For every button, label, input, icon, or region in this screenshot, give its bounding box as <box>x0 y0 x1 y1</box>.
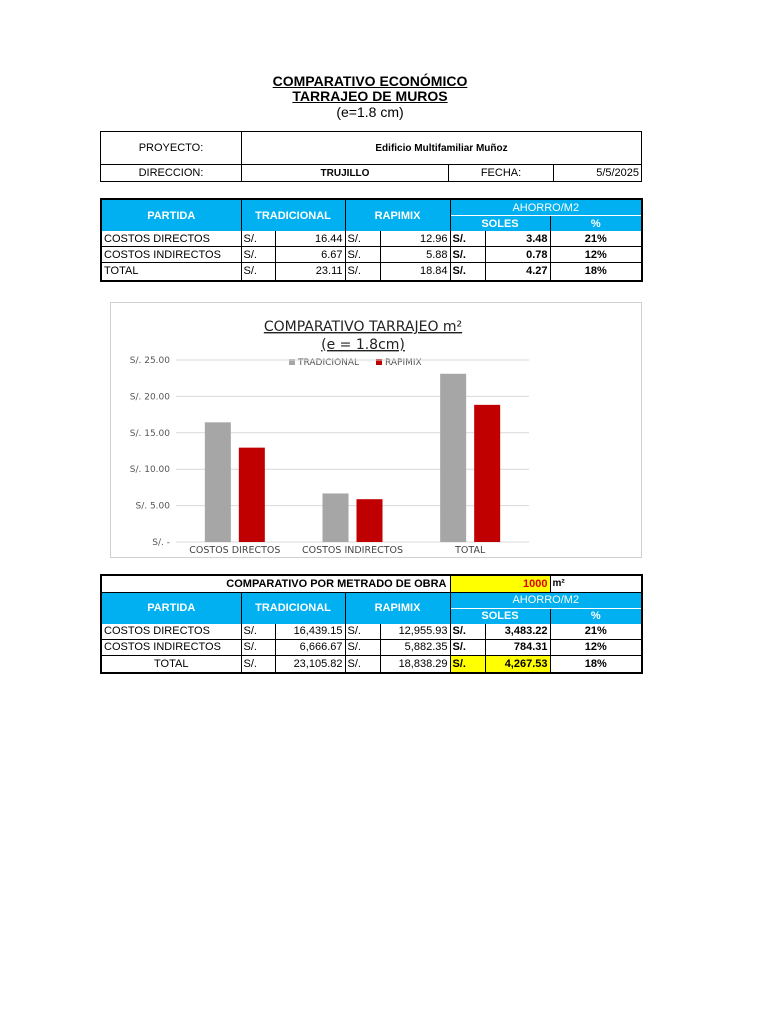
bar-rapimix-0 <box>239 448 265 542</box>
cell-currency: S/. <box>241 624 275 640</box>
x-tick-label: TOTAL <box>455 545 486 556</box>
header-rapimix: RAPIMIX <box>345 592 450 624</box>
header-pct: % <box>550 608 642 624</box>
cell-tradicional: 6.67 <box>275 247 345 263</box>
fecha-label: FECHA: <box>449 165 554 182</box>
cell-partida: COSTOS INDIRECTOS <box>101 247 241 263</box>
cell-partida: COSTOS INDIRECTOS <box>101 639 241 655</box>
cell-currency: S/. <box>450 624 485 640</box>
metrado-title: COMPARATIVO POR METRADO DE OBRA <box>101 575 450 592</box>
cell-currency: S/. <box>450 231 485 247</box>
cell-currency: S/. <box>241 247 275 263</box>
fecha-value: 5/5/2025 <box>554 165 642 182</box>
header-partida: PARTIDA <box>101 199 241 231</box>
proyecto-value: Edificio Multifamiliar Muñoz <box>242 132 642 165</box>
header-partida: PARTIDA <box>101 592 241 624</box>
bar-rapimix-2 <box>474 405 500 542</box>
table-row <box>101 263 642 281</box>
chart-subtitle: (e = 1.8cm) <box>321 337 405 353</box>
y-tick-label: S/. 20.00 <box>129 392 170 403</box>
title-subtitle: (e=1.8 cm) <box>336 104 404 120</box>
legend-label-rapimix: RAPIMIX <box>385 358 422 368</box>
table-row <box>101 655 642 673</box>
cell-currency: S/. <box>241 639 275 655</box>
comparison-metrado-table <box>100 574 643 674</box>
cell-partida: COSTOS DIRECTOS <box>101 624 241 640</box>
cell-pct: 21% <box>550 231 642 247</box>
cell-currency: S/. <box>345 655 380 673</box>
bar-chart <box>110 302 642 558</box>
cell-tradicional: 23,105.82 <box>275 655 345 673</box>
cell-soles: 3.48 <box>485 231 550 247</box>
comparison-per-m2-table <box>100 198 643 282</box>
y-tick-label: S/. - <box>152 538 170 548</box>
cell-currency: S/. <box>450 639 485 655</box>
cell-tradicional: 16,439.15 <box>275 624 345 640</box>
cell-soles: 784.31 <box>485 639 550 655</box>
cell-pct: 18% <box>550 263 642 281</box>
y-tick-label: S/. 10.00 <box>129 465 170 476</box>
bar-tradicional-2 <box>440 374 466 542</box>
title-line-1: COMPARATIVO ECONÓMICO <box>272 73 468 89</box>
y-tick-label: S/. 5.00 <box>135 501 170 512</box>
header-tradicional: TRADICIONAL <box>241 199 345 231</box>
cell-soles-highlight: 4,267.53 <box>485 655 550 673</box>
cell-currency: S/. <box>345 247 380 263</box>
cell-pct: 12% <box>550 639 642 655</box>
cell-rapimix: 18.84 <box>380 263 450 281</box>
cell-rapimix: 12,955.93 <box>380 624 450 640</box>
cell-tradicional: 16.44 <box>275 231 345 247</box>
cell-currency: S/. <box>450 247 485 263</box>
cell-currency: S/. <box>241 231 275 247</box>
header-soles: SOLES <box>450 608 550 624</box>
cell-currency: S/. <box>345 231 380 247</box>
cell-soles: 4.27 <box>485 263 550 281</box>
header-pct: % <box>550 216 642 232</box>
cell-currency: S/. <box>450 263 485 281</box>
bar-tradicional-1 <box>323 493 349 542</box>
y-tick-label: S/. 15.00 <box>129 428 170 439</box>
project-info-table <box>100 131 642 182</box>
chart-canvas <box>111 303 641 557</box>
cell-currency: S/. <box>241 263 275 281</box>
metrado-value[interactable]: 1000 <box>450 575 550 592</box>
header-tradicional: TRADICIONAL <box>241 592 345 624</box>
direccion-label: DIRECCION: <box>101 165 242 182</box>
bar-tradicional-0 <box>205 422 231 542</box>
cell-currency: S/. <box>450 655 485 673</box>
cell-soles: 0.78 <box>485 247 550 263</box>
cell-pct: 21% <box>550 624 642 640</box>
cell-soles: 3,483.22 <box>485 624 550 640</box>
proyecto-label: PROYECTO: <box>101 132 242 165</box>
cell-tradicional: 23.11 <box>275 263 345 281</box>
cell-partida: COSTOS DIRECTOS <box>101 231 241 247</box>
cell-partida: TOTAL <box>101 263 241 281</box>
chart-title: COMPARATIVO TARRAJEO m² <box>263 319 463 335</box>
cell-rapimix: 5.88 <box>380 247 450 263</box>
table-row <box>101 231 642 247</box>
table-row <box>101 624 642 640</box>
cell-partida: TOTAL <box>101 655 241 673</box>
cell-currency: S/. <box>345 624 380 640</box>
cell-pct: 12% <box>550 247 642 263</box>
header-rapimix: RAPIMIX <box>345 199 450 231</box>
cell-rapimix: 12.96 <box>380 231 450 247</box>
cell-pct: 18% <box>550 655 642 673</box>
title-line-2: TARRAJEO DE MUROS <box>292 88 448 104</box>
cell-rapimix: 18,838.29 <box>380 655 450 673</box>
x-tick-label: COSTOS INDIRECTOS <box>301 545 404 556</box>
header-ahorro: AHORRO/M2 <box>450 199 642 216</box>
header-soles: SOLES <box>450 216 550 232</box>
header-ahorro: AHORRO/M2 <box>450 592 642 608</box>
table-row <box>101 247 642 263</box>
table-row <box>101 639 642 655</box>
cell-tradicional: 6,666.67 <box>275 639 345 655</box>
direccion-value: TRUJILLO <box>242 165 449 182</box>
cell-currency: S/. <box>241 655 275 673</box>
cell-currency: S/. <box>345 263 380 281</box>
cell-rapimix: 5,882.35 <box>380 639 450 655</box>
metrado-unit: m² <box>550 575 642 592</box>
legend-label-tradicional: TRADICIONAL <box>298 358 360 368</box>
x-tick-label: COSTOS DIRECTOS <box>189 545 281 556</box>
cell-currency: S/. <box>345 639 380 655</box>
y-tick-label: S/. 25.00 <box>129 356 170 366</box>
bar-rapimix-1 <box>357 499 383 542</box>
